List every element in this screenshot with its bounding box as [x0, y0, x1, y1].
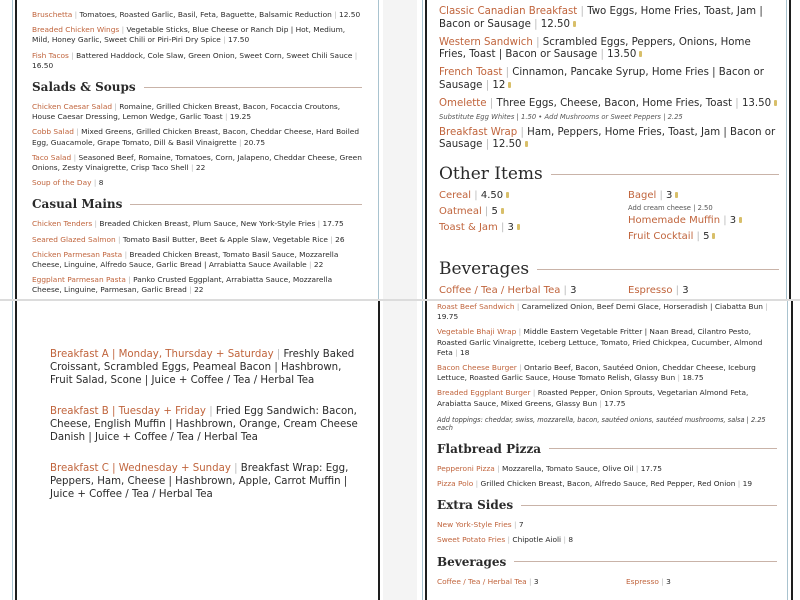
section-rule: [521, 505, 777, 506]
menu-item: [437, 388, 777, 408]
separator: |: [306, 260, 314, 270]
item-description: Chipotle Aioli: [512, 535, 562, 545]
item-price: 19.25: [229, 112, 252, 122]
menu-item: [439, 190, 628, 202]
other-items-right: [628, 190, 778, 247]
item-name: Seared Glazed Salmon: [32, 234, 116, 244]
item-name: Chicken Parmesan Pasta: [32, 249, 123, 259]
package-title: Breakfast A | Monday, Thursday + Saturday: [50, 349, 274, 360]
menu-item: [32, 51, 362, 71]
section-header: [437, 555, 777, 569]
item-price: 4.50: [480, 190, 504, 202]
item-note: Add cream cheese | 2.50: [628, 204, 713, 213]
item-name: Toast & Jam: [439, 222, 498, 234]
item-name: Homemade Muffin: [628, 215, 721, 227]
separator: |: [526, 576, 534, 586]
separator: |: [315, 219, 323, 229]
price-marker-icon: [573, 21, 576, 27]
menu-item: [628, 285, 778, 297]
burgers-list: [437, 302, 777, 409]
item-name: Omelette: [439, 97, 487, 109]
item-name: Breaded Eggplant Burger: [437, 388, 531, 398]
separator: |: [486, 97, 497, 109]
item-description: Vegetable Sticks, Blue Cheese or Ranch Dip | Hot, Medium, Mild, Honey Garlic, Sweet Chili or Piri-Piri Dry Spice: [32, 25, 346, 45]
menu-item: [32, 275, 362, 295]
separator: |: [720, 215, 730, 227]
item-name: Bruschetta: [32, 10, 73, 19]
item-description: Scrambled Eggs, Peppers, Onions, Home Fries, Toast | Bacon or Sausage: [439, 36, 751, 61]
price-marker-icon: [501, 208, 504, 214]
item-price: 19.75: [437, 312, 459, 322]
price-marker-icon: [517, 224, 520, 230]
item-description: Ontario Beef, Bacon, Sautéed Onion, Cheddar Cheese, Iceburg Lettuce, Roasted Garlic Sauce, House Tomato Relish, Glassy Bun: [437, 363, 756, 383]
item-description: Mixed Greens, Grilled Chicken Breast, Bacon, Cheddar Cheese, Hard Boiled Egg, Guacamole, Grape Tomato, Dill & Basil Vinaigrette: [32, 127, 360, 147]
salads-list: [32, 102, 362, 188]
menu-item: [32, 10, 362, 20]
item-name: New York-Style Fries: [437, 520, 512, 530]
item-description: Romaine, Grilled Chicken Breast, Bacon, Focaccia Croutons, House Caesar Dressing, Lemon Wedge, Garlic Toast: [32, 102, 341, 122]
item-price: 18.75: [682, 373, 704, 383]
border-line: [15, 0, 17, 300]
section-title: Beverages: [437, 554, 507, 569]
separator: |: [532, 36, 543, 48]
separator: |: [352, 50, 358, 60]
menu-item: [437, 464, 777, 474]
section-title: Other Items: [439, 164, 543, 185]
menu-item: [32, 250, 362, 270]
border-line: [791, 300, 793, 600]
item-note: Substitute Egg Whites | 1.50 • Add Mushrooms or Sweet Peppers | 2.25: [439, 112, 683, 121]
menu-item: [32, 219, 362, 229]
item-price: 5: [491, 206, 498, 218]
separator: |: [672, 285, 683, 297]
menu-item: [626, 577, 776, 587]
separator: |: [122, 249, 130, 259]
price-marker-icon: [675, 192, 678, 198]
menu-item: [32, 153, 362, 173]
other-items-grid: [439, 190, 779, 247]
section-title: Beverages: [439, 259, 530, 280]
menu-item: [439, 6, 779, 32]
separator: |: [273, 349, 284, 360]
separator: |: [762, 302, 768, 311]
section-header: [32, 80, 362, 94]
separator: |: [452, 347, 461, 357]
package-description: Breakfast Wrap: Egg, Peppers, Ham, Cheese | Hashbrown, Apple, Carrot Muffin | Juice + Coffee / Tea / Herbal Tea: [50, 463, 349, 500]
separator: |: [502, 67, 513, 79]
menu-page-burgers: [417, 300, 800, 600]
item-price: 12.50: [492, 139, 522, 151]
menu-item: [32, 127, 362, 147]
section-title: Salads & Soups: [32, 80, 136, 95]
separator: |: [119, 25, 127, 35]
separator: |: [220, 35, 229, 45]
separator: |: [471, 190, 481, 202]
menu-item: [437, 520, 777, 530]
package-description: Freshly Baked Croissant, Scrambled Eggs, Peameal Bacon | Hashbrown, Fruit Salad, Scone | Juice + Coffee / Tea / Herbal Tea: [50, 349, 355, 386]
separator: |: [115, 234, 123, 244]
menu-item: [437, 577, 626, 587]
item-name: Cobb Salad: [32, 127, 74, 137]
menu-item: [439, 222, 628, 234]
separator: |: [516, 327, 524, 337]
item-name: Classic Canadian Breakfast: [439, 6, 578, 17]
item-description: Grilled Chicken Breast, Bacon, Alfredo Sauce, Red Pepper, Red Onion: [480, 479, 736, 489]
price-marker-icon: [739, 217, 742, 223]
item-description: Roasted Pepper, Onion Sprouts, Vegetarian Almond Feta, Arabiatta Sauce, Mixed Greens, Glassy Bun: [437, 388, 749, 408]
page-divider: [0, 299, 800, 301]
item-description: Tomatoes, Roasted Garlic, Basil, Feta, Baguette, Balsamic Reduction: [79, 10, 332, 19]
item-price: 7: [518, 520, 524, 530]
section-header: [32, 197, 362, 211]
item-price: 13.50: [607, 49, 637, 61]
item-price: 3: [533, 576, 539, 586]
separator: |: [230, 463, 241, 474]
item-name: Chicken Tenders: [32, 219, 93, 229]
separator: |: [597, 49, 608, 61]
separator: |: [693, 231, 704, 243]
item-price: 22: [194, 285, 204, 295]
menu-item: [439, 37, 779, 63]
flatbread-list: [437, 464, 777, 489]
border-line: [422, 0, 423, 300]
item-name: Coffee / Tea / Herbal Tea: [437, 576, 527, 586]
menu-page-mains: [0, 0, 383, 300]
border-line: [425, 300, 427, 600]
item-name: Coffee / Tea / Herbal Tea: [439, 285, 561, 297]
item-price: 19: [742, 479, 753, 489]
item-name: Taco Salad: [32, 152, 72, 162]
section-header: [439, 164, 779, 184]
separator: |: [675, 373, 683, 383]
item-description: Tomato Basil Butter, Beet & Apple Slaw, Vegetable Rice: [122, 234, 328, 244]
item-price: 3: [729, 215, 737, 227]
border-line: [15, 300, 17, 600]
item-name: Chicken Caesar Salad: [32, 102, 113, 112]
separator: |: [505, 535, 513, 545]
sides-list: [437, 520, 777, 545]
item-price: 17.50: [228, 35, 250, 45]
item-price: 22: [313, 260, 324, 270]
menu-page-breakfast: [417, 0, 800, 300]
separator: |: [482, 79, 493, 91]
border-line: [378, 0, 379, 300]
item-price: 3: [570, 285, 577, 297]
item-name: Western Sandwich: [439, 36, 533, 48]
menu-item: [439, 127, 779, 153]
border-line: [787, 300, 788, 600]
breakfast-package: [50, 405, 360, 444]
section-rule: [514, 561, 777, 562]
section-rule: [551, 174, 779, 175]
menu-item: [437, 363, 777, 383]
breakfast-packages: [50, 348, 360, 519]
item-name: French Toast: [439, 67, 503, 79]
section-title: Extra Sides: [437, 498, 514, 513]
package-title: Breakfast B | Tuesday + Friday: [50, 406, 206, 417]
separator: |: [331, 10, 340, 19]
separator: |: [530, 18, 541, 30]
beverages-grid: [437, 577, 777, 592]
breakfast-list: [439, 6, 779, 152]
item-price: 20.75: [243, 137, 266, 147]
separator: |: [530, 388, 538, 398]
other-items-left: [439, 190, 628, 247]
separator: |: [560, 285, 571, 297]
item-price: 12: [492, 79, 506, 91]
separator: |: [236, 137, 244, 147]
menu-item: [439, 206, 628, 218]
item-name: Espresso: [626, 576, 659, 586]
separator: |: [71, 152, 79, 162]
separator: |: [597, 398, 605, 408]
item-description: Middle Eastern Vegetable Fritter | Naan Bread, Cilantro Pesto, Roasted Garlic Vinaigrette, Iceberg Lettuce, Tomato, Fried Chickpea, Cucumber, Almond Feta: [437, 327, 763, 357]
section-rule: [144, 87, 362, 88]
item-description: Ham, Peppers, Home Fries, Toast, Jam | Bacon or Sausage: [439, 126, 776, 151]
item-price: 17.75: [604, 398, 626, 408]
border-line: [378, 300, 380, 600]
separator: |: [327, 234, 336, 244]
separator: |: [658, 576, 667, 586]
section-header: [439, 259, 779, 279]
section-header: [437, 498, 777, 512]
separator: |: [112, 102, 120, 112]
separator: |: [732, 97, 742, 109]
item-description: Breaded Chicken Breast, Plum Sauce, New York-Style Fries: [99, 219, 316, 229]
price-marker-icon: [712, 233, 715, 239]
item-name: Cereal: [439, 190, 472, 202]
border-line: [12, 0, 13, 300]
separator: |: [92, 219, 100, 229]
separator: |: [188, 163, 196, 173]
menu-item: [32, 178, 362, 188]
section-rule: [130, 204, 362, 205]
menu-item: [439, 98, 779, 111]
separator: |: [633, 463, 641, 473]
item-price: 22: [195, 163, 206, 173]
menu-item: [437, 327, 777, 358]
item-name: Sweet Potato Fries: [437, 535, 506, 545]
item-name: Breaded Chicken Wings: [32, 25, 120, 35]
separator: |: [497, 222, 508, 234]
item-name: Pepperoni Pizza: [437, 463, 495, 473]
price-marker-icon: [506, 192, 509, 198]
item-price: 8: [98, 178, 104, 188]
item-name: Soup of the Day: [32, 178, 92, 188]
package-description: Fried Egg Sandwich: Bacon, Cheese, English Muffin | Hashbrown, Orange, Cream Cheese Danish | Juice + Coffee / Tea / Herbal Tea: [50, 406, 358, 443]
item-name: Fruit Cocktail: [628, 231, 694, 243]
separator: |: [482, 139, 493, 151]
separator: |: [186, 285, 195, 295]
item-description: Caramelized Onion, Beef Demi Glace, Horseradish | Ciabatta Bun: [521, 302, 763, 311]
separator: |: [72, 10, 80, 19]
item-name: Fish Tacos: [32, 50, 69, 60]
breakfast-package: [50, 348, 360, 387]
item-price: 17.75: [322, 219, 344, 229]
item-price: 8: [568, 535, 574, 545]
menu-item: [32, 235, 362, 245]
separator: |: [481, 206, 492, 218]
item-price: 17.75: [640, 463, 662, 473]
separator: |: [735, 479, 743, 489]
menu-item: [628, 190, 778, 202]
item-price: 18: [460, 347, 470, 357]
item-price: 12.50: [540, 18, 570, 30]
border-line: [786, 0, 787, 300]
separator: |: [514, 302, 522, 311]
section-header: [437, 442, 777, 456]
separator: |: [517, 126, 528, 138]
appetizer-list: [32, 10, 362, 71]
menu-item: [628, 215, 778, 227]
breakfast-package: [50, 462, 360, 501]
item-description: Battered Haddock, Cole Slaw, Green Onion, Sweet Corn, Sweet Chili Sauce: [76, 50, 353, 60]
item-name: Oatmeal: [439, 206, 482, 218]
menu-item: [439, 67, 779, 93]
menu-item: [437, 535, 777, 545]
item-description: Three Eggs, Cheese, Bacon, Home Fries, Toast: [496, 97, 733, 109]
separator: |: [494, 463, 502, 473]
item-name: Breakfast Wrap: [439, 126, 518, 138]
item-description: Cinnamon, Pancake Syrup, Home Fries | Bacon or Sausage: [439, 67, 764, 91]
item-price: 3: [682, 285, 689, 297]
separator: |: [511, 520, 519, 530]
item-name: Eggplant Parmesan Pasta: [32, 275, 126, 285]
item-name: Pizza Polo: [437, 479, 474, 489]
item-price: 3: [507, 222, 514, 234]
separator: |: [577, 6, 588, 17]
section-rule: [537, 269, 779, 270]
item-price: 13.50: [741, 97, 772, 109]
separator: |: [91, 178, 99, 188]
menu-item: [437, 479, 777, 489]
separator: |: [473, 479, 481, 489]
menu-page-breakfast-packages: [0, 300, 383, 600]
separator: |: [205, 406, 216, 417]
menu-item: [437, 302, 777, 322]
price-marker-icon: [508, 82, 511, 88]
separator: |: [656, 190, 667, 202]
menu-item: [32, 25, 362, 45]
item-description: Seasoned Beef, Romaine, Tomatoes, Corn, Jalapeno, Cheddar Cheese, Green Onions, Zesty Vinaigrette, Crisp Taco Shell: [32, 152, 362, 173]
border-line: [425, 0, 427, 300]
menu-item: [628, 231, 778, 243]
package-title: Breakfast C | Wednesday + Sunday: [50, 463, 231, 474]
item-description: Breaded Chicken Breast, Tomato Basil Sauce, Mozzarella Cheese, Linguine, Alfredo Sauce, Garlic Bread | Arrabiatta Sauce Available: [32, 249, 339, 270]
border-line: [789, 0, 791, 300]
section-title: Casual Mains: [32, 197, 123, 212]
item-price: 26: [335, 234, 345, 244]
separator: |: [73, 127, 82, 137]
item-name: Vegetable Bhaji Wrap: [437, 327, 517, 337]
menu-item: [439, 285, 628, 297]
separator: |: [516, 363, 525, 373]
item-name: Roast Beef Sandwich: [437, 302, 515, 311]
separator: |: [561, 535, 569, 545]
price-marker-icon: [639, 51, 642, 57]
separator: |: [68, 50, 77, 60]
border-line: [12, 300, 13, 600]
item-price: 16.50: [32, 60, 54, 70]
item-price: 3: [666, 190, 673, 202]
border-line: [422, 300, 423, 600]
menu-item: [32, 102, 362, 122]
item-price: 5: [703, 231, 710, 243]
item-name: Bagel: [628, 190, 657, 202]
item-description: Two Eggs, Home Fries, Toast, Jam | Bacon or Sausage: [439, 6, 763, 30]
item-price: 12.50: [339, 10, 361, 19]
separator: |: [125, 275, 134, 285]
separator: |: [222, 112, 230, 122]
item-description: Mozzarella, Tomato Sauce, Olive Oil: [502, 463, 634, 473]
item-name: Espresso: [628, 285, 673, 297]
item-description: Panko Crusted Eggplant, Arrabiatta Sauce, Mozzarella Cheese, Linguine, Parmesan, Garlic Bread: [32, 275, 333, 295]
price-marker-icon: [774, 100, 777, 106]
price-marker-icon: [525, 141, 528, 147]
item-name: Bacon Cheese Burger: [437, 363, 517, 373]
item-price: 3: [666, 576, 671, 586]
section-title: Flatbread Pizza: [437, 441, 542, 456]
section-rule: [549, 448, 777, 449]
toppings-note: Add toppings: cheddar, swiss, mozzarella, bacon, sautéed onions, sautéed mushrooms, salsa | 2.25 each: [437, 415, 766, 432]
